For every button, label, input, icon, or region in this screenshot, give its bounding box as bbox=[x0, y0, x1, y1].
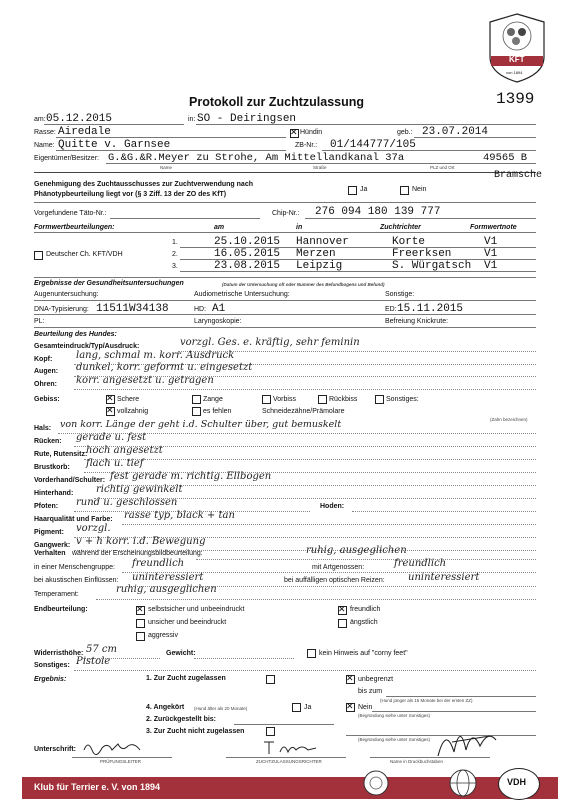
opt1-label: 1. Zur Zucht zugelassen bbox=[146, 675, 226, 682]
event-judge: S. Würgatsch bbox=[392, 260, 472, 272]
event-row-line bbox=[180, 271, 536, 272]
sub-plz: PLZ und Ort bbox=[430, 165, 455, 170]
hd-value: A1 bbox=[212, 303, 226, 315]
ohren-line bbox=[74, 389, 536, 390]
menschen-value: freundlich bbox=[132, 558, 185, 569]
hals-value: von korr. Länge der geht i.d. Schulter über, gut bemuskelt bbox=[60, 419, 342, 430]
event-judge: Korte bbox=[392, 236, 426, 248]
haar-line bbox=[122, 524, 536, 525]
end-selbstsicher-checkbox[interactable] bbox=[136, 606, 145, 615]
akust-value: uninteressiert bbox=[132, 572, 204, 583]
event-date: 25.10.2015 bbox=[214, 236, 281, 248]
zange-checkbox[interactable] bbox=[192, 395, 201, 404]
rute-line bbox=[84, 459, 536, 460]
footer-club: Klub für Terrier e. V. von 1894 bbox=[34, 782, 161, 792]
chip-line bbox=[305, 218, 536, 219]
zb-label: ZB-Nr.: bbox=[295, 142, 318, 149]
sub-street: Straße bbox=[313, 165, 327, 170]
brust-value: flach u. tief bbox=[86, 458, 144, 469]
chip-value: 276 094 180 139 777 bbox=[315, 206, 441, 218]
optisch-label: bei auffälligen optischen Reizen: bbox=[284, 577, 385, 584]
angekoert-ja-label: Ja bbox=[304, 704, 312, 711]
in-label: in: bbox=[188, 116, 196, 123]
champion-checkbox[interactable] bbox=[34, 251, 43, 260]
am-label: am: bbox=[34, 116, 46, 123]
begruend-1: (Begründung siehe unter Sonstiges) bbox=[358, 713, 431, 718]
dna-label: DNA-Typisierung: bbox=[34, 306, 89, 313]
menschen-label: in einer Menschengruppe: bbox=[34, 564, 115, 571]
vollzahnig-label: vollzahnig bbox=[117, 408, 149, 415]
rueckbiss-label: Rückbiss bbox=[329, 396, 358, 403]
approval-nein-checkbox[interactable] bbox=[400, 186, 409, 195]
end-freundlich-checkbox[interactable] bbox=[338, 606, 347, 615]
footer-emblem-icon bbox=[362, 768, 390, 798]
opt2-label: 2. Zurückgestellt bis: bbox=[146, 716, 217, 723]
rute-label: Rute, Rutensitz: bbox=[34, 451, 88, 458]
approval-sep bbox=[34, 202, 536, 203]
hals-label: Hals: bbox=[34, 425, 52, 432]
artgen-label: mit Artgenossen: bbox=[312, 564, 365, 571]
zb-value: 01/144777/105 bbox=[330, 139, 416, 151]
vdh-badge-text: VDH bbox=[507, 777, 527, 787]
verhalten-line bbox=[196, 559, 536, 560]
opt2-line bbox=[234, 724, 334, 725]
ed-value: 15.11.2015 bbox=[397, 303, 464, 315]
event-date: 23.08.2015 bbox=[214, 260, 281, 272]
ruecken-label: Rücken: bbox=[34, 438, 62, 445]
rueckbiss-checkbox[interactable] bbox=[318, 395, 327, 404]
brust-label: Brustkorb: bbox=[34, 464, 70, 471]
ruecken-value: gerade u. fest bbox=[76, 432, 147, 443]
lary-label: Laryngoskopie: bbox=[194, 318, 242, 325]
gewicht-line bbox=[194, 658, 294, 659]
cornyfeet-checkbox[interactable] bbox=[307, 649, 316, 658]
opt3-label: 3. Zur Zucht nicht zugelassen bbox=[146, 728, 245, 735]
am-value: 05.12.2015 bbox=[46, 113, 113, 125]
opt4-note: (Hund älter als 20 Monate) bbox=[194, 706, 248, 711]
sig-line-3 bbox=[370, 757, 490, 758]
assessment-heading: Beurteilung des Hundes: bbox=[34, 331, 117, 338]
owner-label: Eigentümer/Besitzer: bbox=[34, 155, 99, 162]
health-sonstige-label: Sonstige: bbox=[385, 291, 415, 298]
events-header-line bbox=[34, 232, 536, 233]
chip-label: Chip-Nr.: bbox=[272, 210, 300, 217]
header-sep bbox=[34, 172, 536, 173]
event-grade: V1 bbox=[484, 236, 498, 248]
opt4-label: 4. Angekört bbox=[146, 704, 185, 711]
artgen-value: freundlich bbox=[394, 558, 447, 569]
end-aengstlich-checkbox[interactable] bbox=[338, 619, 347, 628]
events-header-2: in bbox=[296, 224, 303, 231]
gangwerk-label: Gangwerk: bbox=[34, 542, 71, 549]
rasse-line bbox=[56, 137, 286, 138]
gewicht-label: Gewicht: bbox=[166, 650, 196, 657]
sig-line-1 bbox=[72, 757, 172, 758]
end-aggressiv-checkbox[interactable] bbox=[136, 632, 145, 641]
verhalten-value: ruhig, ausgeglichen bbox=[306, 545, 407, 556]
geb-line bbox=[414, 137, 536, 138]
schneide-label: Schneidezähne/Prämolare bbox=[262, 408, 345, 415]
huendin-checkbox[interactable] bbox=[290, 129, 299, 138]
name-value: Quitte v. Garnsee bbox=[58, 139, 171, 151]
name-label: Name: bbox=[34, 142, 55, 149]
hinter-label: Hinterhand: bbox=[34, 490, 74, 497]
tattoo-line bbox=[110, 218, 260, 219]
augen-label: Augen: bbox=[34, 368, 59, 375]
events-header-4: Formwertnote bbox=[470, 224, 517, 231]
haar-label: Haarqualität und Farbe: bbox=[34, 516, 113, 523]
health-row3-line bbox=[34, 327, 536, 328]
hinter-value: richtig gewinkelt bbox=[96, 484, 183, 495]
unterschrift-label: Unterschrift: bbox=[34, 746, 77, 753]
huendin-label: Hündin bbox=[300, 129, 323, 136]
event-place: Hannover bbox=[296, 236, 349, 248]
event-place: Leipzig bbox=[296, 260, 343, 272]
bis-zum-label: bis zum bbox=[358, 688, 383, 695]
verhalten-sub: während der Erscheinungsbildbeurteilung: bbox=[72, 550, 203, 557]
name-line bbox=[56, 150, 286, 151]
rasse-value: Airedale bbox=[58, 126, 111, 138]
kopf-label: Kopf: bbox=[34, 356, 53, 363]
approval-ja-label: Ja bbox=[360, 186, 368, 193]
logo-since: von 1894 bbox=[506, 70, 523, 75]
haar-value: rasse typ, black + tan bbox=[124, 510, 235, 521]
end-aengstlich-label: ängstlich bbox=[350, 619, 378, 626]
event-grade: V1 bbox=[484, 260, 498, 272]
ohren-value: korr. angesetzt u. getragen bbox=[76, 375, 214, 386]
sig-pruef: PRÜFUNGSLEITER bbox=[100, 759, 142, 764]
in-value: SO - Deiringsen bbox=[197, 113, 297, 125]
event-date: 16.05.2015 bbox=[214, 248, 281, 260]
signature-pruefungsleiter bbox=[82, 738, 152, 756]
end-unsicher-label: unsicher und beeindruckt bbox=[148, 619, 227, 626]
angekoert-nein-checkbox[interactable] bbox=[346, 703, 355, 712]
events-header-3: Zuchtrichter bbox=[380, 224, 421, 231]
ohren-label: Ohren: bbox=[34, 381, 57, 388]
nein-line bbox=[372, 711, 536, 712]
zb-line bbox=[322, 150, 536, 151]
form-number: 1399 bbox=[496, 90, 535, 108]
event-n: 1. bbox=[172, 239, 178, 246]
tattoo-label: Vorgefundene Täto-Nr.: bbox=[34, 210, 107, 217]
end-aggressiv-label: aggressiv bbox=[148, 632, 178, 639]
end-label: Endbeurteilung: bbox=[34, 606, 88, 613]
event-judge: Freerksen bbox=[392, 248, 452, 260]
sub-name: Name bbox=[160, 165, 173, 170]
gebiss-label: Gebiss: bbox=[34, 396, 60, 403]
health-heading-note: (Datum der Untersuchung oft oder Nummer des Befundbogens und Befund) bbox=[222, 282, 385, 287]
es-fehlen-label: es fehlen bbox=[203, 408, 232, 415]
cornyfeet-label: kein Hinweis auf "corny feet" bbox=[319, 650, 408, 657]
sig-druck: Name in Druckbuchstaben bbox=[390, 759, 444, 764]
approval-line2: Phänotypbeurteilung liegt vor (§ 3 Ziff. 13 der ZO des KfT) bbox=[34, 191, 227, 198]
pfoten-value: rund u. geschlossen bbox=[76, 497, 178, 508]
club-logo bbox=[487, 12, 547, 84]
es-fehlen-checkbox[interactable] bbox=[192, 407, 201, 416]
angekoert-ja-checkbox[interactable] bbox=[292, 703, 301, 712]
gebiss-note: (Zahn bezeichnen) bbox=[490, 417, 528, 422]
pigment-label: Pigment: bbox=[34, 529, 64, 536]
begruend-2: (Begründung siehe unter Sonstiges) bbox=[358, 737, 431, 742]
gesamt-value: vorzgl. Ges. e. kräftig, sehr feminin bbox=[180, 337, 360, 348]
dna-value: 11511W34138 bbox=[96, 303, 169, 315]
hd-label: HD: bbox=[194, 306, 207, 313]
event-n: 2. bbox=[172, 251, 178, 258]
temper-label: Temperament: bbox=[34, 591, 79, 598]
end-selbstsicher-label: selbstsicher und unbeeindruckt bbox=[148, 606, 245, 613]
zange-label: Zange bbox=[203, 396, 223, 403]
schere-checkbox[interactable] bbox=[106, 395, 115, 404]
sig-line-2 bbox=[226, 757, 346, 758]
geb-value: 23.07.2014 bbox=[422, 126, 489, 138]
approval-line1: Genehmigung des Zuchtausschusses zur Zuchtverwendung nach bbox=[34, 181, 253, 188]
pfoten-label: Pfoten: bbox=[34, 503, 59, 510]
temper-line bbox=[96, 599, 536, 600]
unbegrenzt-label: unbegrenzt bbox=[358, 676, 394, 683]
champion-label: Deutscher Ch. KFT/VDH bbox=[46, 251, 123, 258]
rute-value: hoch angesetzt bbox=[86, 445, 163, 456]
health-row1-line bbox=[34, 300, 536, 301]
owner-line bbox=[106, 163, 536, 164]
knick-label: Befreiung Knickrute: bbox=[385, 318, 449, 325]
approval-ja-checkbox[interactable] bbox=[348, 186, 357, 195]
widerrist-value: 57 cm bbox=[86, 644, 117, 655]
plz-value: 49565 B bbox=[483, 152, 528, 164]
geb-label: geb.: bbox=[397, 129, 413, 136]
rasse-label: Rasse: bbox=[34, 129, 56, 136]
event-grade: V1 bbox=[484, 248, 498, 260]
gesamt-label: Gesamteindruck/Typ/Ausdruck: bbox=[34, 343, 140, 350]
pl-label: PL: bbox=[34, 318, 45, 325]
widerrist-label: Widerristhöhe: bbox=[34, 650, 84, 657]
am-line bbox=[44, 124, 184, 125]
augen-unt-label: Augenuntersuchung: bbox=[34, 291, 99, 298]
verhalten-label: Verhalten bbox=[34, 550, 66, 557]
owner-value: G.&G.&R.Meyer zu Strohe, Am Mittellandkanal 37a bbox=[108, 152, 405, 164]
signature-right bbox=[432, 716, 502, 762]
vollzahnig-checkbox[interactable] bbox=[106, 407, 115, 416]
sonstiges-line bbox=[74, 670, 536, 671]
signature-richter bbox=[262, 738, 322, 756]
augen-value: dunkel, korr. geformt u. eingesetzt bbox=[76, 362, 253, 373]
city-value: Bramsche bbox=[494, 170, 543, 181]
logo-text: KFT bbox=[509, 55, 525, 64]
sig-richter: ZUCHTZULASSUNGSRICHTER bbox=[256, 759, 322, 764]
form-title: Protokoll zur Zuchtzulassung bbox=[189, 95, 365, 109]
optisch-value: uninteressiert bbox=[408, 572, 480, 583]
unbegrenzt-checkbox[interactable] bbox=[346, 675, 355, 684]
bis-zum-line bbox=[386, 696, 536, 697]
events-header-0: Formwertbeurteilungen: bbox=[34, 224, 115, 231]
footer-globe-icon bbox=[448, 768, 478, 798]
vorder-value: fest gerade m. richtig. Ellbogen bbox=[110, 471, 272, 482]
vorbiss-checkbox[interactable] bbox=[262, 395, 271, 404]
approval-nein-label: Nein bbox=[412, 186, 427, 193]
sonstiges-gebiss-checkbox[interactable] bbox=[375, 395, 384, 404]
pigment-value: vorzgl. bbox=[76, 523, 111, 534]
temper-value: ruhig, ausgeglichen bbox=[116, 584, 217, 595]
event-n: 3. bbox=[172, 263, 178, 270]
audio-label: Audiometrische Untersuchung: bbox=[194, 291, 290, 298]
event-place: Merzen bbox=[296, 248, 336, 260]
sonstiges-value: Pistole bbox=[76, 656, 111, 667]
ergebnis-label: Ergebnis: bbox=[34, 676, 67, 683]
opt1-checkbox[interactable] bbox=[266, 675, 275, 684]
health-heading: Ergebnisse der Gesundheitsuntersuchungen bbox=[34, 280, 184, 287]
health-row2-line bbox=[34, 314, 536, 315]
events-header-1: am bbox=[214, 224, 225, 231]
in-line bbox=[196, 124, 536, 125]
end-freundlich-label: freundlich bbox=[350, 606, 381, 613]
sonstiges-gebiss-label: Sonstiges: bbox=[386, 396, 419, 403]
ed-label: ED: bbox=[385, 306, 397, 313]
opt3-checkbox[interactable] bbox=[266, 727, 275, 736]
sonstiges-label: Sonstiges: bbox=[34, 662, 70, 669]
vorbiss-label: Vorbiss bbox=[273, 396, 296, 403]
vorder-label: Vorderhand/Schulter: bbox=[34, 477, 106, 484]
kopf-value: lang, schmal m. korr. Ausdruck bbox=[76, 350, 235, 361]
angekoert-nein-label: Nein bbox=[358, 704, 373, 711]
schere-label: Schere bbox=[117, 396, 140, 403]
akust-label: bei akustischen Einflüssen: bbox=[34, 577, 119, 584]
end-unsicher-checkbox[interactable] bbox=[136, 619, 145, 628]
bis-note: (Hund jünger als 15 Monate bei der ersten ZZ) bbox=[380, 698, 473, 703]
gangwerk-value: v + h korr. i.d. Bewegung bbox=[76, 536, 206, 547]
health-top-line bbox=[34, 277, 536, 278]
hoden-line bbox=[352, 511, 536, 512]
hoden-label: Hoden: bbox=[320, 503, 345, 510]
